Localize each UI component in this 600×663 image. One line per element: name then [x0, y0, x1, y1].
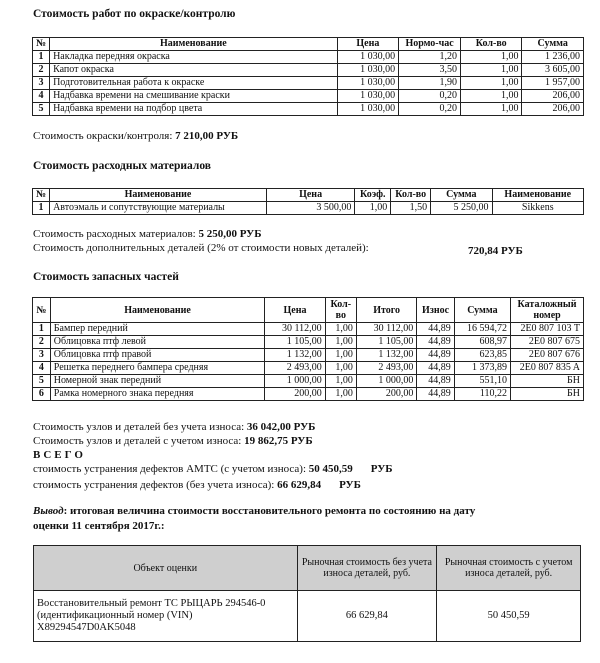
- cell: 206,00: [522, 103, 584, 116]
- materials-table: [32, 188, 584, 215]
- cell: 1 105,00: [356, 336, 416, 349]
- col-header: Кол-во: [461, 38, 522, 51]
- cell: 44,89: [417, 336, 454, 349]
- cell: 2E0 807 675: [511, 336, 584, 349]
- paint-total-value: 7 210,00 РУБ: [175, 130, 239, 142]
- cell: 1,20: [399, 51, 461, 64]
- cell: 2: [33, 336, 51, 349]
- paint-total-label: Стоимость окраски/контроля:: [33, 130, 176, 142]
- parts-wear-value: 19 862,75 РУБ: [244, 435, 313, 447]
- cell: 1 132,00: [356, 349, 416, 362]
- col-header: Коэф.: [355, 189, 391, 202]
- cell: 1,00: [461, 77, 522, 90]
- cell: Номерной знак передний: [50, 375, 265, 388]
- cell: 0,20: [399, 90, 461, 103]
- cell: БН: [511, 375, 584, 388]
- col-header: Наименование: [50, 298, 265, 323]
- cell: 1 030,00: [337, 64, 399, 77]
- cell: 2 493,00: [356, 362, 416, 375]
- table-row: [33, 90, 584, 103]
- cell: 3: [33, 349, 51, 362]
- table-row: [33, 349, 584, 362]
- col-header: №: [33, 189, 50, 202]
- cell: 551,10: [454, 375, 510, 388]
- cell: 206,00: [522, 90, 584, 103]
- cell: 3 605,00: [522, 64, 584, 77]
- cell: Подготовительная работа к окраске: [50, 77, 338, 90]
- extra-parts-value: 720,84 РУБ: [468, 245, 523, 257]
- table-row: [33, 77, 584, 90]
- col-header: Сумма: [522, 38, 584, 51]
- cell: 1,00: [461, 51, 522, 64]
- cell: 6: [33, 388, 51, 401]
- cell: 4: [33, 362, 51, 375]
- col-header: Сумма: [454, 298, 510, 323]
- col-header: Кол-во: [391, 189, 431, 202]
- table-row: [33, 362, 584, 375]
- col-header: Наименование: [50, 189, 267, 202]
- cell: 1 132,00: [265, 349, 325, 362]
- cell: 3,50: [399, 64, 461, 77]
- col-header: Итого: [356, 298, 416, 323]
- table-header-row: [33, 298, 584, 323]
- cell: 44,89: [417, 323, 454, 336]
- table-row: [33, 103, 584, 116]
- col-header: Нормо-час: [399, 38, 461, 51]
- cell: 1,50: [391, 202, 431, 215]
- col-header: №: [33, 38, 50, 51]
- col-header: Кол-во: [325, 298, 356, 323]
- col-header-object: Объект оценки: [34, 546, 298, 591]
- cell: 16 594,72: [454, 323, 510, 336]
- cell: 1,00: [325, 375, 356, 388]
- cell: 1 373,89: [454, 362, 510, 375]
- cell: Надбавка времени на смешивание краски: [50, 90, 338, 103]
- table-header-row: [34, 546, 581, 591]
- cell: 2E0 807 835 A: [511, 362, 584, 375]
- cell: 2E0 807 676: [511, 349, 584, 362]
- cell: 1,90: [399, 77, 461, 90]
- cell: 2 493,00: [265, 362, 325, 375]
- cell: 44,89: [417, 388, 454, 401]
- table-row: [33, 51, 584, 64]
- col-header: Цена: [337, 38, 399, 51]
- table-header-row: [33, 189, 584, 202]
- cell: Облицовка птф правой: [50, 349, 265, 362]
- total-heading: ВСЕГО: [33, 449, 86, 461]
- total-no-wear-label: стоимость устранения дефектов (без учета износа):: [33, 479, 278, 491]
- total-with-wear-value: 50 450,59: [308, 463, 353, 475]
- col-header-no-wear: Рыночная стоимость без учета износа деталей, руб.: [297, 546, 437, 591]
- cell: Автоэмаль и сопутствующие материалы: [50, 202, 267, 215]
- cell: 200,00: [356, 388, 416, 401]
- cell: Накладка передняя окраска: [50, 51, 338, 64]
- table-header-row: [33, 38, 584, 51]
- total-no-wear-unit: РУБ: [339, 479, 361, 491]
- total-no-wear-value: 66 629,84: [277, 479, 322, 491]
- cell: 1: [33, 51, 50, 64]
- col-header: Наименование: [492, 189, 583, 202]
- cell: 1,00: [461, 90, 522, 103]
- cell: 1 000,00: [265, 375, 325, 388]
- table-row: [33, 388, 584, 401]
- parts-title: Стоимость запасных частей: [33, 271, 179, 283]
- cell: Капот окраска: [50, 64, 338, 77]
- cell: 110,22: [454, 388, 510, 401]
- table-row: [33, 375, 584, 388]
- paint-works-title: Стоимость работ по окраске/контролю: [33, 8, 236, 20]
- materials-title: Стоимость расходных материалов: [33, 160, 212, 172]
- cell: 1,00: [325, 362, 356, 375]
- table-row: [33, 64, 584, 77]
- cell: 1,00: [461, 64, 522, 77]
- cell: 1 236,00: [522, 51, 584, 64]
- cell: Рамка номерного знака передняя: [50, 388, 265, 401]
- paint-total-line: [33, 130, 238, 142]
- cell: 1 030,00: [337, 90, 399, 103]
- parts-wear-label: Стоимость узлов и деталей с учетом износа:: [33, 435, 245, 447]
- col-header-wear: Рыночная стоимость с учетом износа деталей, руб.: [437, 546, 581, 591]
- cell: Надбавка времени на подбор цвета: [50, 103, 338, 116]
- cell: 3 500,00: [266, 202, 355, 215]
- table-row: [33, 336, 584, 349]
- cell: 1,00: [325, 336, 356, 349]
- paint-works-table: [32, 37, 584, 116]
- cell: 2: [33, 64, 50, 77]
- cell: Sikkens: [492, 202, 583, 215]
- conclusion-text-1: : итоговая величина стоимости восстановительного ремонта по состоянию на дату: [63, 505, 476, 517]
- table-row: [33, 202, 584, 215]
- cell: 1: [33, 323, 51, 336]
- cell: 1 000,00: [356, 375, 416, 388]
- table-row: [33, 323, 584, 336]
- cell: Бампер передний: [50, 323, 265, 336]
- cell: 44,89: [417, 362, 454, 375]
- cell: 200,00: [265, 388, 325, 401]
- cell: 623,85: [454, 349, 510, 362]
- cell: 1,00: [325, 388, 356, 401]
- cell: 44,89: [417, 375, 454, 388]
- cell: Облицовка птф левой: [50, 336, 265, 349]
- cell: 4: [33, 90, 50, 103]
- parts-table: [32, 297, 584, 401]
- cell: 1,00: [325, 323, 356, 336]
- materials-total-label: Стоимость расходных материалов:: [33, 228, 199, 240]
- materials-total-value: 5 250,00 РУБ: [198, 228, 262, 240]
- cell: 1: [33, 202, 50, 215]
- cell: 30 112,00: [356, 323, 416, 336]
- valuation-no-wear: 66 629,84: [297, 591, 437, 642]
- col-header: Износ: [417, 298, 454, 323]
- cell: 5: [33, 103, 50, 116]
- cell: 1 030,00: [337, 103, 399, 116]
- cell: 2E0 807 103 T: [511, 323, 584, 336]
- valuation-table: [33, 545, 581, 642]
- parts-no-wear-line: [33, 421, 315, 433]
- parts-no-wear-label: Стоимость узлов и деталей без учета износа:: [33, 421, 247, 433]
- cell: 1 030,00: [337, 77, 399, 90]
- cell: 5: [33, 375, 51, 388]
- col-header: Цена: [266, 189, 355, 202]
- cell: 1,00: [325, 349, 356, 362]
- extra-parts-label: Стоимость дополнительных деталей (2% от стоимости новых деталей):: [33, 242, 369, 254]
- cell: 1 030,00: [337, 51, 399, 64]
- cell: БН: [511, 388, 584, 401]
- cell: 30 112,00: [265, 323, 325, 336]
- col-header: Наименование: [50, 38, 338, 51]
- valuation-wear: 50 450,59: [437, 591, 581, 642]
- col-header: Сумма: [431, 189, 492, 202]
- materials-total-line: [33, 228, 262, 240]
- cell: 1 957,00: [522, 77, 584, 90]
- col-header: №: [33, 298, 51, 323]
- cell: 0,20: [399, 103, 461, 116]
- total-with-wear-line: [33, 463, 393, 475]
- cell: 608,97: [454, 336, 510, 349]
- conclusion-lead: Вывод: [33, 505, 64, 517]
- parts-no-wear-value: 36 042,00 РУБ: [246, 421, 316, 433]
- total-no-wear-line: [33, 479, 361, 491]
- conclusion-line-2: оценки 11 сентября 2017г.:: [33, 520, 165, 532]
- cell: 1,00: [355, 202, 391, 215]
- cell: 1 105,00: [265, 336, 325, 349]
- conclusion-line-1: [33, 505, 475, 517]
- valuation-object: Восстановительный ремонт ТС РЫЦАРЬ 294546-0 (идентификационный номер (VIN) X89294547D0AK5048: [34, 591, 298, 642]
- col-header: Каталожный номер: [511, 298, 584, 323]
- cell: 44,89: [417, 349, 454, 362]
- cell: Решетка переднего бампера средняя: [50, 362, 265, 375]
- cell: 1,00: [461, 103, 522, 116]
- cell: 3: [33, 77, 50, 90]
- parts-wear-line: [33, 435, 313, 447]
- total-with-wear-label: стоимость устранения дефектов АМТС (с учетом износа):: [33, 463, 309, 475]
- cell: 5 250,00: [431, 202, 492, 215]
- table-row: [34, 591, 581, 642]
- total-with-wear-unit: РУБ: [370, 463, 393, 475]
- col-header: Цена: [265, 298, 325, 323]
